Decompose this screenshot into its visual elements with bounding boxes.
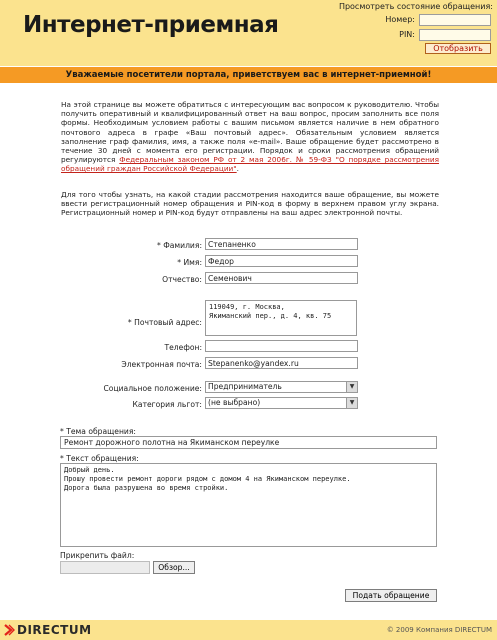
pin-row (323, 29, 493, 41)
status-instructions: Для того чтобы узнать, на какой стадии рассмотрения находится ваше обращение, вы можете ввести регистрационный номер обращения и PIN-код в форму в верхнем правом углу экрана. Регистрационный номер и PIN-код будут отправлены на ваш адрес электронной почты. (61, 190, 439, 218)
pin-label: PIN: (399, 30, 415, 39)
address-textarea[interactable]: 119049, г. Москва, Якиманский пер., д. 4, кв. 75 (205, 300, 357, 336)
directum-logo-icon (3, 624, 15, 636)
number-label: Номер: (385, 15, 415, 24)
status-caption: Просмотреть состояние обращения: (338, 2, 493, 11)
browse-button[interactable]: Обзор... (153, 561, 195, 574)
name-label: * Имя: (177, 258, 202, 267)
submit-button[interactable]: Подать обращение (345, 589, 437, 602)
attach-file-label: Прикрепить файл: (60, 551, 135, 560)
patronymic-label: Отчество: (162, 275, 202, 284)
chevron-down-icon[interactable]: ▼ (346, 382, 357, 392)
benefit-category-label: Категория льгот: (132, 400, 202, 409)
patronymic-input[interactable]: Семенович (205, 272, 358, 284)
phone-label: Телефон: (164, 343, 202, 352)
page-header (0, 0, 497, 66)
chevron-down-icon[interactable]: ▼ (346, 398, 357, 408)
show-status-button[interactable]: Отобразить (425, 43, 491, 54)
surname-label: * Фамилия: (157, 241, 202, 250)
email-label: Электронная почта: (121, 360, 202, 369)
intro-paragraph (61, 100, 439, 174)
message-label: * Текст обращения: (60, 454, 139, 463)
social-status-select[interactable] (205, 381, 358, 393)
federal-law-link[interactable]: Федеральным законом РФ от 2 мая 2006г. № 59-ФЗ "О порядке рассмотрения обращений граждан Российской Федерации" (61, 155, 439, 174)
copyright: © 2009 Компания DIRECTUM (386, 626, 492, 634)
page-footer (0, 620, 497, 640)
logo-text: DIRECTUM (17, 623, 92, 637)
surname-input[interactable]: Степаненко (205, 238, 358, 250)
intro-text: На этой странице вы можете обратиться с интересующим вас вопросом к руководителю. Чтобы получить оперативный и квалифицированный ответ на ваш вопрос, просим заполнить все поля формы. Необходимым условием работы с вашим письмом является наличие в нем обратного почтового адреса в графе «Ваш почтовый адрес». Обязательным условием является заполнение граф фамилия, имя, а также поля «e-mail». Ваше обращение будет рассмотрено в течение 30 дней с момента его регистрации. Порядок и сроки рассмотрения обращений регулируются (61, 100, 439, 165)
social-status-value: Предприниматель (208, 382, 282, 391)
number-row (323, 14, 493, 26)
status-number-input[interactable] (419, 14, 491, 26)
page-title: Интернет-приемная (23, 12, 279, 38)
topic-input[interactable]: Ремонт дорожного полотна на Якиманском переулке (60, 436, 437, 449)
email-input[interactable]: Stepanenko@yandex.ru (205, 357, 358, 369)
name-input[interactable]: Федор (205, 255, 358, 267)
file-path-input[interactable] (60, 561, 150, 574)
status-pin-input[interactable] (419, 29, 491, 41)
message-textarea[interactable]: Добрый день. Прошу провести ремонт дороги рядом с домом 4 на Якиманском переулке. Дорога была разрушена во время стройки. (60, 463, 437, 547)
address-label: * Почтовый адрес: (127, 318, 202, 327)
directum-logo (3, 623, 92, 637)
benefit-category-select[interactable] (205, 397, 358, 409)
topic-label: * Тема обращения: (60, 427, 136, 436)
social-status-label: Социальное положение: (103, 384, 202, 393)
phone-input[interactable] (205, 340, 358, 352)
benefit-category-value: (не выбрано) (208, 398, 261, 407)
welcome-banner: Уважаемые посетители портала, приветствуем вас в интернет-приемной! (0, 67, 497, 83)
intro-text-end: . (236, 164, 239, 174)
status-check-panel (323, 2, 493, 53)
